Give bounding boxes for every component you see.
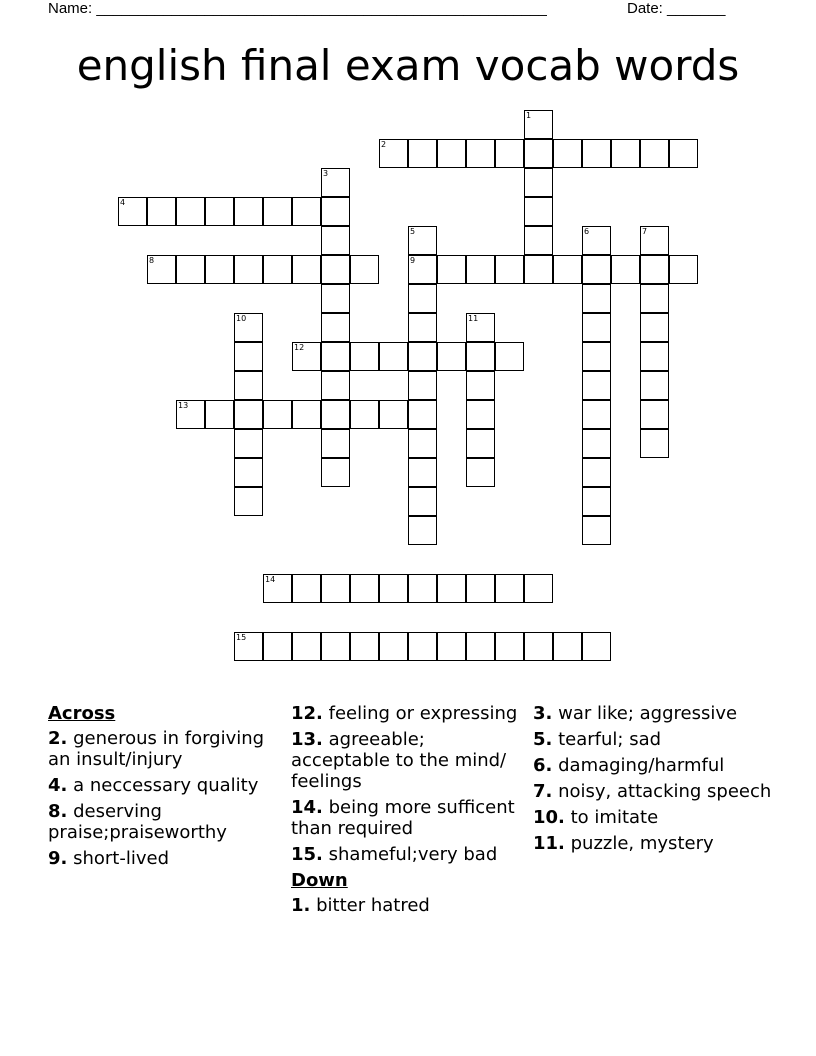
clue-text: short-lived bbox=[73, 848, 170, 869]
grid-number: 9 bbox=[410, 256, 416, 265]
clue-across-14 bbox=[291, 797, 527, 839]
grid-cell[interactable] bbox=[408, 313, 437, 342]
grid-number: 6 bbox=[584, 227, 590, 236]
grid-cell[interactable] bbox=[321, 371, 350, 400]
grid-cell[interactable] bbox=[582, 342, 611, 371]
clue-text: noisy, attacking speech bbox=[558, 781, 772, 802]
grid-number: 7 bbox=[642, 227, 648, 236]
clue-text: a neccessary quality bbox=[73, 775, 259, 796]
clue-text: being more sufficent than required bbox=[291, 797, 515, 839]
grid-cell[interactable] bbox=[669, 255, 698, 284]
clue-number: 6. bbox=[533, 755, 553, 776]
grid-cell[interactable] bbox=[466, 342, 495, 371]
grid-cell[interactable] bbox=[582, 371, 611, 400]
grid-number: 1 bbox=[526, 111, 532, 120]
grid-number: 5 bbox=[410, 227, 416, 236]
grid-cell[interactable] bbox=[524, 255, 553, 284]
clue-down-5 bbox=[533, 729, 773, 750]
clue-number: 5. bbox=[533, 729, 553, 750]
grid-cell[interactable] bbox=[524, 632, 553, 661]
grid-cell[interactable] bbox=[582, 429, 611, 458]
clue-number: 13. bbox=[291, 729, 323, 750]
grid-cell[interactable] bbox=[524, 226, 553, 255]
grid-cell[interactable] bbox=[466, 255, 495, 284]
grid-cell[interactable] bbox=[321, 342, 350, 371]
grid-cell[interactable] bbox=[408, 371, 437, 400]
clues-column-1 bbox=[48, 703, 280, 874]
grid-cell[interactable] bbox=[640, 429, 669, 458]
grid-cell[interactable] bbox=[350, 342, 379, 371]
clue-number: 10. bbox=[533, 807, 565, 828]
clue-down-7 bbox=[533, 781, 773, 802]
clue-down-10 bbox=[533, 807, 773, 828]
grid-number: 3 bbox=[323, 169, 329, 178]
across-heading: Across bbox=[48, 703, 116, 724]
grid-number: 4 bbox=[120, 198, 126, 207]
clue-across-2 bbox=[48, 728, 280, 770]
grid-cell[interactable] bbox=[640, 400, 669, 429]
grid-cell[interactable] bbox=[582, 632, 611, 661]
grid-cell[interactable] bbox=[437, 574, 466, 603]
clue-down-6 bbox=[533, 755, 773, 776]
clue-across-4 bbox=[48, 775, 280, 796]
grid-cell[interactable] bbox=[321, 429, 350, 458]
clue-text: to imitate bbox=[570, 807, 659, 828]
grid-cell[interactable] bbox=[263, 400, 292, 429]
grid-cell[interactable] bbox=[321, 197, 350, 226]
clue-text: damaging/harmful bbox=[558, 755, 725, 776]
grid-cell[interactable] bbox=[640, 255, 669, 284]
grid-cell[interactable] bbox=[466, 400, 495, 429]
clue-down-3 bbox=[533, 703, 773, 724]
clue-number: 8. bbox=[48, 801, 68, 822]
grid-cell[interactable] bbox=[263, 632, 292, 661]
grid-cell[interactable] bbox=[466, 429, 495, 458]
clue-down-11 bbox=[533, 833, 773, 854]
grid-cell[interactable] bbox=[582, 255, 611, 284]
clue-number: 4. bbox=[48, 775, 68, 796]
grid-cell[interactable] bbox=[408, 632, 437, 661]
grid-cell[interactable] bbox=[582, 458, 611, 487]
grid-cell[interactable] bbox=[205, 197, 234, 226]
grid-cell[interactable] bbox=[379, 574, 408, 603]
clues-column-2 bbox=[291, 703, 527, 921]
grid-cell[interactable] bbox=[582, 516, 611, 545]
grid-cell[interactable] bbox=[234, 197, 263, 226]
grid-cell[interactable] bbox=[553, 139, 582, 168]
grid-cell[interactable] bbox=[234, 342, 263, 371]
clue-text: puzzle, mystery bbox=[570, 833, 714, 854]
clue-number: 14. bbox=[291, 797, 323, 818]
grid-cell[interactable] bbox=[495, 574, 524, 603]
grid-cell[interactable] bbox=[611, 139, 640, 168]
clue-number: 12. bbox=[291, 703, 323, 724]
grid-cell[interactable] bbox=[379, 632, 408, 661]
grid-cell[interactable] bbox=[669, 139, 698, 168]
clue-text: agreeable; acceptable to the mind/ feelings bbox=[291, 729, 507, 792]
grid-cell[interactable] bbox=[321, 458, 350, 487]
clue-text: deserving praise;praiseworthy bbox=[48, 801, 227, 843]
grid-cell[interactable] bbox=[176, 255, 205, 284]
grid-cell[interactable] bbox=[292, 255, 321, 284]
grid-cell[interactable] bbox=[640, 284, 669, 313]
grid-cell[interactable] bbox=[466, 371, 495, 400]
grid-cell[interactable] bbox=[611, 255, 640, 284]
grid-cell[interactable] bbox=[292, 400, 321, 429]
grid-cell[interactable] bbox=[466, 632, 495, 661]
grid-cell[interactable] bbox=[321, 284, 350, 313]
grid-number: 2 bbox=[381, 140, 387, 149]
grid-cell[interactable] bbox=[408, 574, 437, 603]
name-line: Name: ______________________________________________________ bbox=[48, 0, 547, 17]
grid-cell[interactable] bbox=[321, 400, 350, 429]
grid-cell[interactable] bbox=[495, 139, 524, 168]
grid-cell[interactable] bbox=[292, 632, 321, 661]
grid-cell[interactable] bbox=[524, 197, 553, 226]
grid-cell[interactable] bbox=[350, 255, 379, 284]
grid-cell[interactable] bbox=[437, 342, 466, 371]
grid-number: 10 bbox=[236, 314, 247, 323]
grid-cell[interactable] bbox=[640, 342, 669, 371]
grid-cell[interactable] bbox=[582, 313, 611, 342]
grid-cell[interactable] bbox=[350, 400, 379, 429]
grid-cell[interactable] bbox=[321, 313, 350, 342]
grid-number: 14 bbox=[265, 575, 276, 584]
grid-cell[interactable] bbox=[408, 342, 437, 371]
clue-across-15 bbox=[291, 844, 527, 865]
grid-number: 12 bbox=[294, 343, 305, 352]
grid-cell[interactable] bbox=[524, 168, 553, 197]
grid-cell[interactable] bbox=[350, 574, 379, 603]
down-heading: Down bbox=[291, 870, 348, 891]
grid-cell[interactable] bbox=[582, 400, 611, 429]
grid-cell[interactable] bbox=[321, 226, 350, 255]
grid-cell[interactable] bbox=[640, 371, 669, 400]
clue-number: 2. bbox=[48, 728, 68, 749]
clue-text: war like; aggressive bbox=[558, 703, 738, 724]
page-title: english final exam vocab words bbox=[76, 41, 740, 90]
grid-number: 15 bbox=[236, 633, 247, 642]
grid-cell[interactable] bbox=[553, 255, 582, 284]
date-line: Date: _______ bbox=[627, 0, 726, 17]
grid-cell[interactable] bbox=[234, 255, 263, 284]
clue-number: 11. bbox=[533, 833, 565, 854]
grid-cell[interactable] bbox=[350, 632, 379, 661]
grid-cell[interactable] bbox=[379, 400, 408, 429]
grid-cell[interactable] bbox=[524, 139, 553, 168]
grid-cell[interactable] bbox=[582, 284, 611, 313]
grid-cell[interactable] bbox=[408, 516, 437, 545]
grid-cell[interactable] bbox=[495, 342, 524, 371]
clue-down-1 bbox=[291, 895, 527, 916]
grid-cell[interactable] bbox=[408, 487, 437, 516]
clue-text: shameful;very bad bbox=[328, 844, 498, 865]
grid-cell[interactable] bbox=[147, 197, 176, 226]
grid-cell[interactable] bbox=[640, 313, 669, 342]
grid-cell[interactable] bbox=[437, 632, 466, 661]
grid-cell[interactable] bbox=[582, 139, 611, 168]
grid-cell[interactable] bbox=[408, 400, 437, 429]
grid-cell[interactable] bbox=[234, 371, 263, 400]
grid-cell[interactable] bbox=[234, 458, 263, 487]
grid-cell[interactable] bbox=[321, 574, 350, 603]
grid-cell[interactable] bbox=[176, 197, 205, 226]
grid-cell[interactable] bbox=[408, 139, 437, 168]
grid-cell[interactable] bbox=[408, 458, 437, 487]
grid-cell[interactable] bbox=[466, 139, 495, 168]
clue-number: 7. bbox=[533, 781, 553, 802]
grid-cell[interactable] bbox=[379, 342, 408, 371]
grid-cell[interactable] bbox=[234, 487, 263, 516]
clue-number: 9. bbox=[48, 848, 68, 869]
grid-cell[interactable] bbox=[234, 400, 263, 429]
grid-number: 8 bbox=[149, 256, 155, 265]
clue-text: feeling or expressing bbox=[328, 703, 518, 724]
clue-text: generous in forgiving an insult/injury bbox=[48, 728, 265, 770]
grid-cell[interactable] bbox=[437, 255, 466, 284]
clue-across-9 bbox=[48, 848, 280, 869]
grid-cell[interactable] bbox=[437, 139, 466, 168]
grid-number: 11 bbox=[468, 314, 479, 323]
grid-cell[interactable] bbox=[321, 632, 350, 661]
grid-cell[interactable] bbox=[292, 574, 321, 603]
clue-across-8 bbox=[48, 801, 280, 843]
grid-cell[interactable] bbox=[495, 632, 524, 661]
clue-number: 1. bbox=[291, 895, 311, 916]
grid-cell[interactable] bbox=[205, 400, 234, 429]
grid-cell[interactable] bbox=[205, 255, 234, 284]
grid-cell[interactable] bbox=[263, 255, 292, 284]
grid-cell[interactable] bbox=[263, 197, 292, 226]
grid-cell[interactable] bbox=[640, 139, 669, 168]
clue-number: 15. bbox=[291, 844, 323, 865]
grid-cell[interactable] bbox=[292, 197, 321, 226]
clue-text: tearful; sad bbox=[558, 729, 662, 750]
clue-across-13 bbox=[291, 729, 527, 792]
grid-cell[interactable] bbox=[495, 255, 524, 284]
grid-cell[interactable] bbox=[234, 429, 263, 458]
grid-cell[interactable] bbox=[553, 632, 582, 661]
clues-column-3 bbox=[533, 703, 773, 859]
grid-cell[interactable] bbox=[466, 574, 495, 603]
grid-cell[interactable] bbox=[466, 458, 495, 487]
clue-text: bitter hatred bbox=[316, 895, 430, 916]
grid-cell[interactable] bbox=[524, 574, 553, 603]
grid-number: 13 bbox=[178, 401, 189, 410]
grid-cell[interactable] bbox=[408, 284, 437, 313]
clue-number: 3. bbox=[533, 703, 553, 724]
clue-across-12 bbox=[291, 703, 527, 724]
grid-cell[interactable] bbox=[408, 429, 437, 458]
grid-cell[interactable] bbox=[321, 255, 350, 284]
grid-cell[interactable] bbox=[582, 487, 611, 516]
